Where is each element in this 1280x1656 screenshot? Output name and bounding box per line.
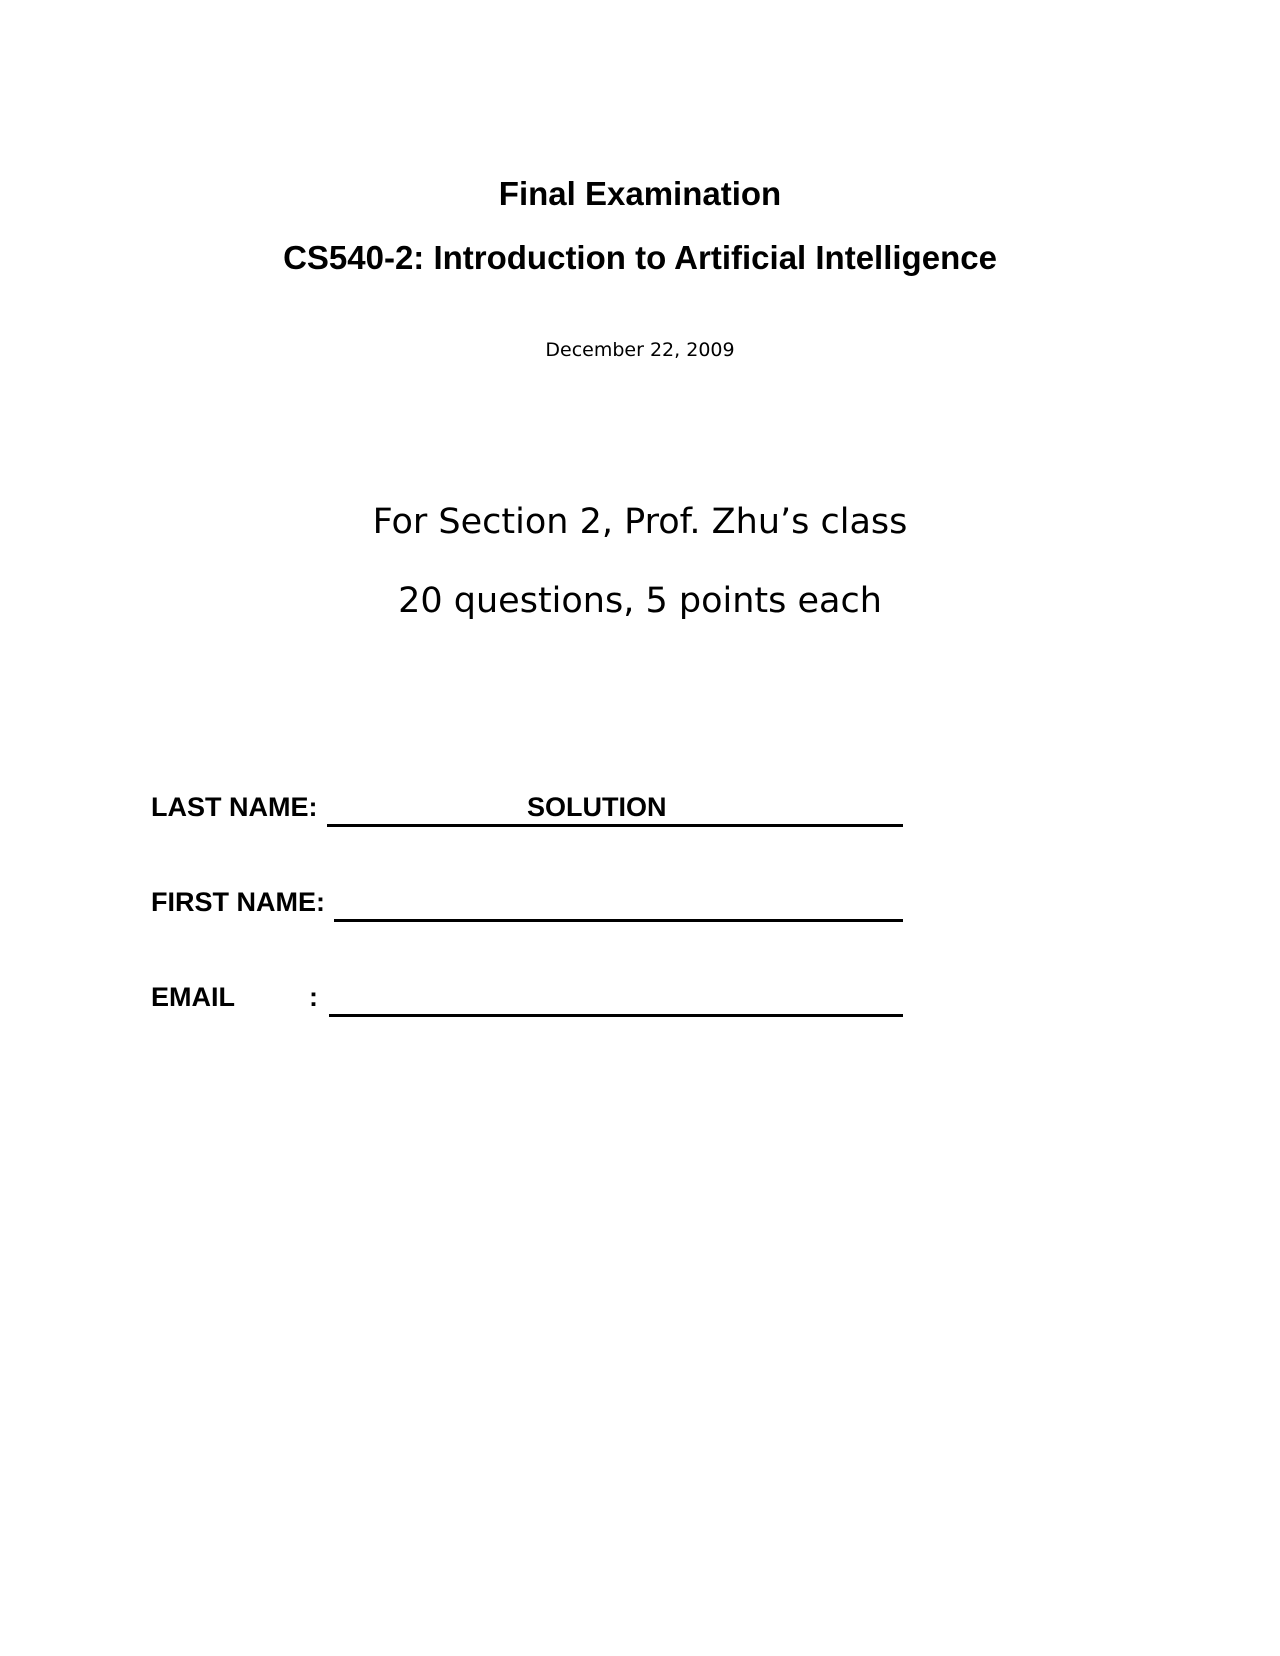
email-row: [151, 980, 911, 1020]
last-name-label: LAST NAME:: [151, 792, 318, 822]
section-info: For Section 2, Prof. Zhu’s class: [372, 502, 908, 542]
exam-title: Final Examination: [498, 175, 782, 212]
exam-date: December 22, 2009: [545, 339, 735, 361]
first-name-label: FIRST NAME:: [151, 887, 325, 917]
last-name-value: SOLUTION: [527, 792, 667, 822]
email-colon: :: [309, 982, 318, 1012]
first-name-field[interactable]: [334, 885, 903, 922]
email-field[interactable]: [329, 980, 903, 1017]
questions-info: 20 questions, 5 points each: [398, 581, 882, 621]
email-label: EMAIL: [151, 982, 235, 1012]
last-name-field[interactable]: [327, 790, 903, 827]
last-name-row: [151, 790, 911, 830]
course-title: CS540-2: Introduction to Artificial Intelligence: [283, 239, 997, 276]
first-name-row: [151, 885, 911, 925]
